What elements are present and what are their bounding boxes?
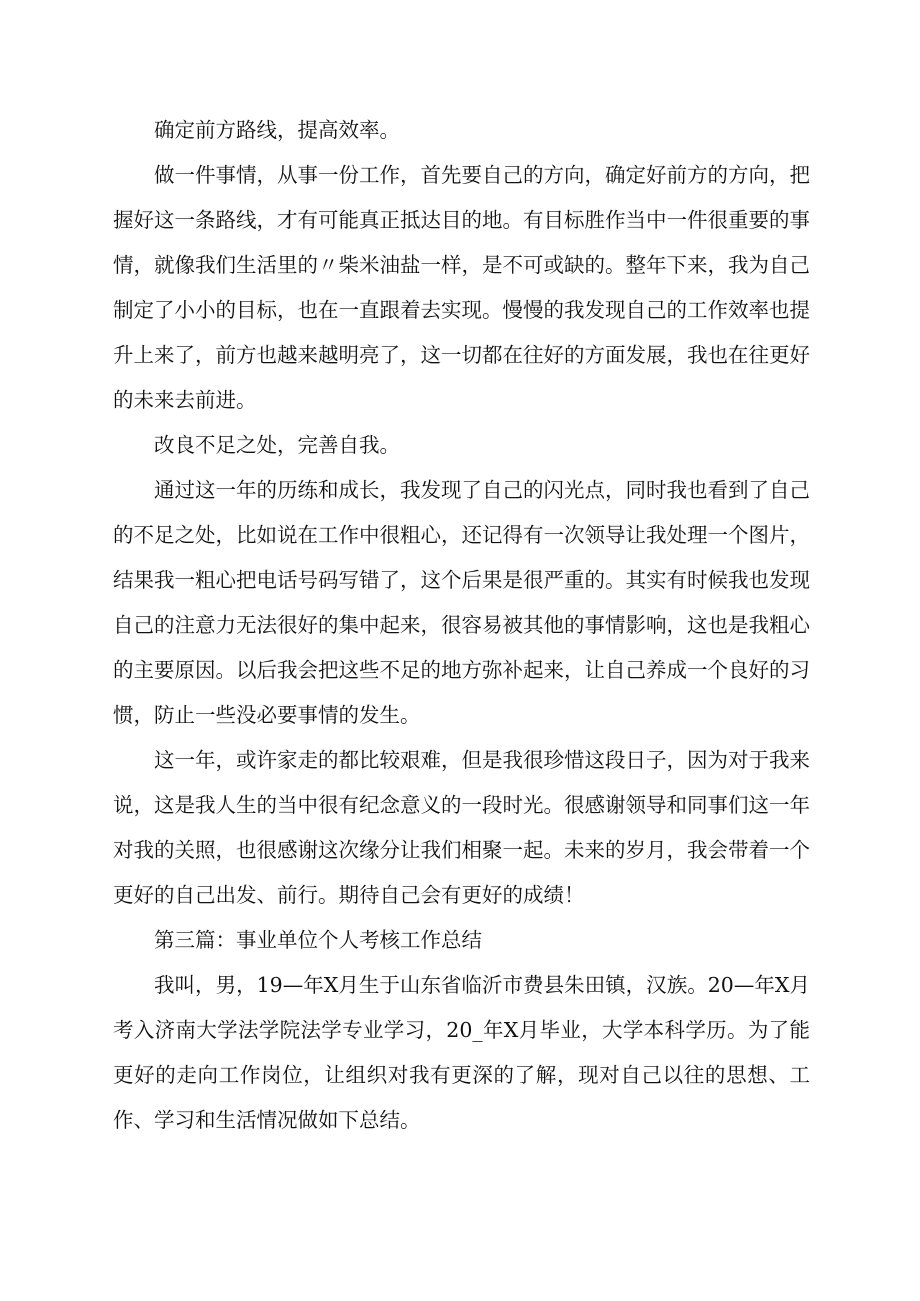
paragraph-introduction: 我叫，男，19—年X月生于山东省临沂市费县朱田镇，汉族。20—年X月考入济南大学法学院法学专业学习，20_年X月毕业，大学本科学历。为了能更好的走向工作岗位，让组织对我有更深的了解，现对自己以往的思想、工作、学习和生活情况做如下总结。 <box>113 973 810 1132</box>
section-heading-route: 确定前方路线，提高效率。 <box>154 118 400 142</box>
paragraph-goals: 做一件事情，从事一份工作，首先要自己的方向，确定好前方的方向，把握好这一条路线，才有可能真正抵达目的地。有目标胜作当中一件很重要的事情，就像我们生活里的〃柴米油盐一样，是不可或缺的。整年下来，我为自己制定了小小的目标，也在一直跟着去实现。慢慢的我发现自己的工作效率也提升上来了，前方也越来越明亮了，这一切都在往好的方面发展，我也在往更好的未来去前进。 <box>113 163 810 412</box>
paragraph-shortcomings: 通过这一年的历练和成长，我发现了自己的闪光点，同时我也看到了自己的不足之处，比如说在工作中很粗心，还记得有一次领导让我处理一个图片，结果我一粗心把电话号码写错了，这个后果是很严重的。其实有时候我也发现自己的注意力无法很好的集中起来，很容易被其他的事情影响，这也是我粗心的主要原因。以后我会把这些不足的地方弥补起来，让自己养成一个良好的习惯，防止一些没必要事情的发生。 <box>113 478 810 727</box>
document-body <box>113 108 810 1143</box>
section-heading-part-three: 第三篇：事业单位个人考核工作总结 <box>154 928 482 952</box>
paragraph-gratitude: 这一年，或许家走的都比较艰难，但是我很珍惜这段日子，因为对于我来说，这是我人生的当中很有纪念意义的一段时光。很感谢领导和同事们这一年对我的关照，也很感谢这次缘分让我们相聚一起。未来的岁月，我会带着一个更好的自己出发、前行。期待自己会有更好的成绩！ <box>113 748 810 907</box>
section-heading-improve: 改良不足之处，完善自我。 <box>154 433 400 457</box>
